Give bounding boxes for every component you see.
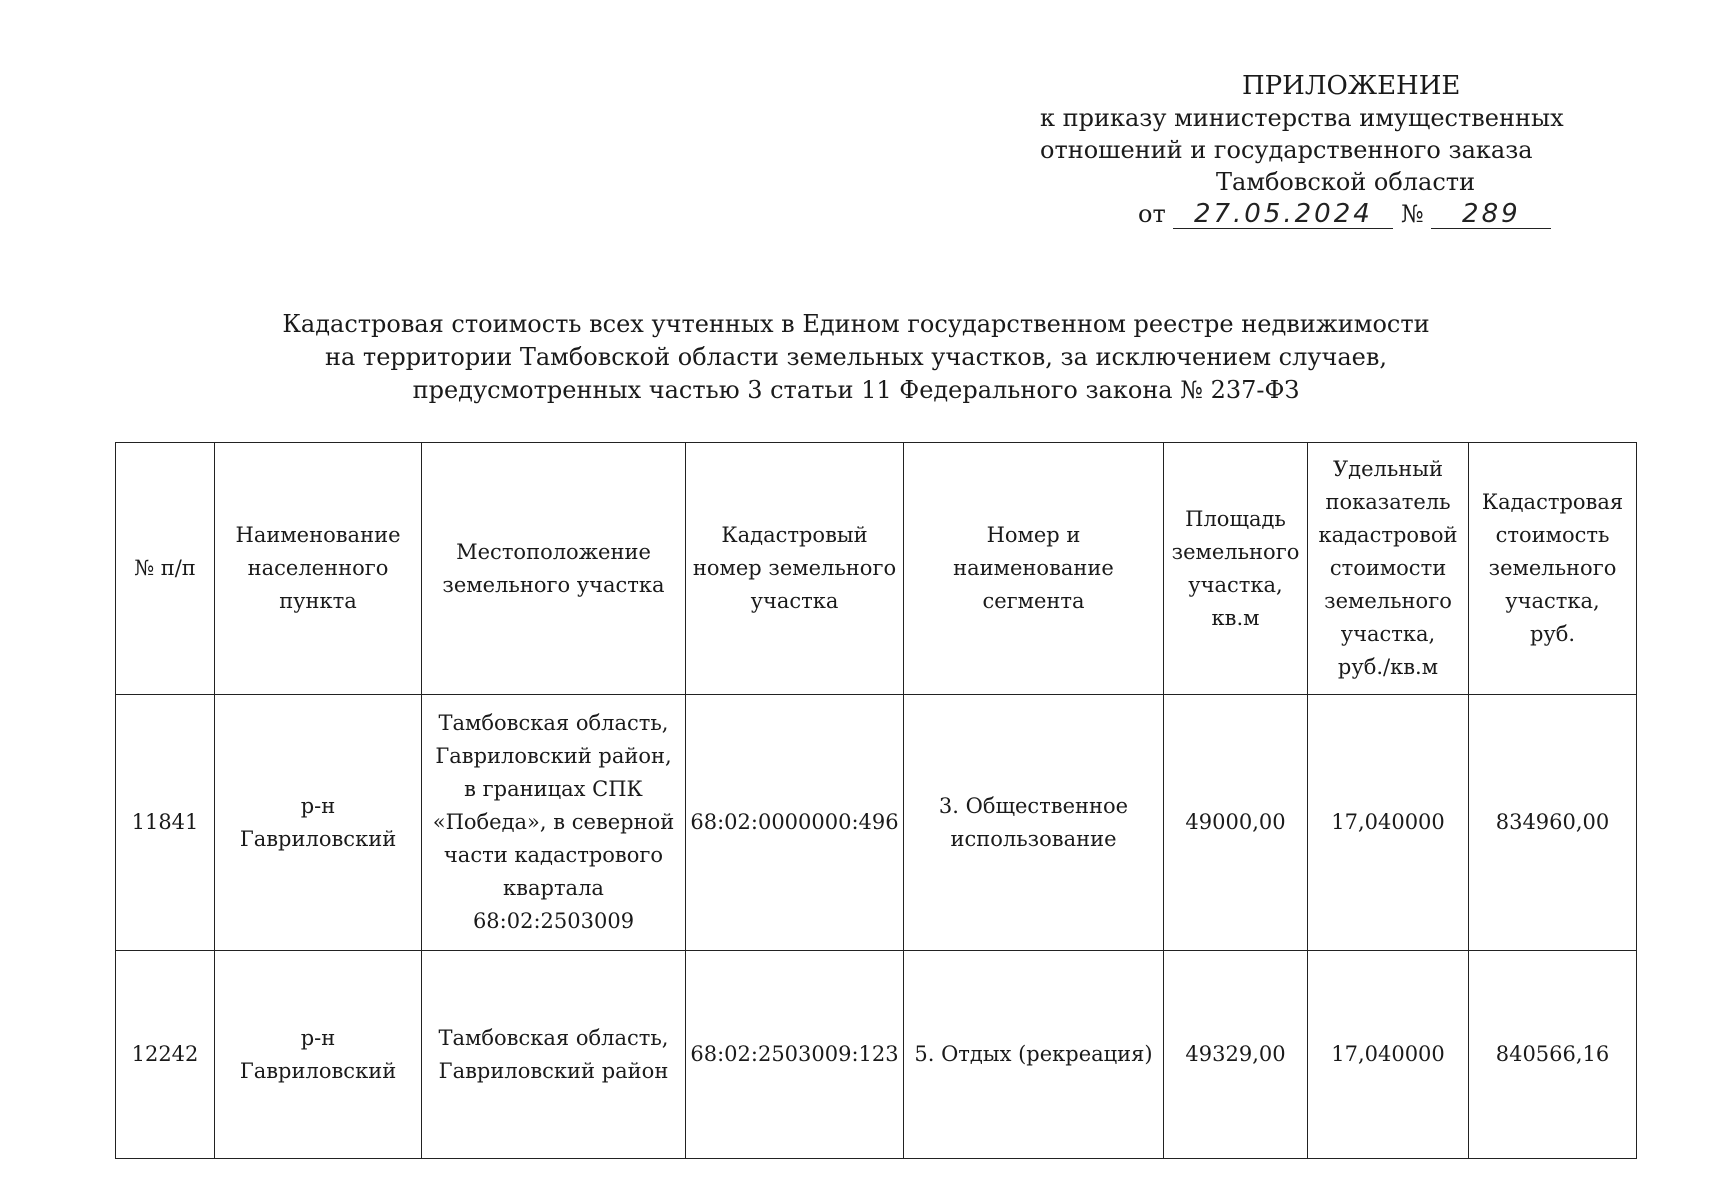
- header-cell: [215, 443, 422, 695]
- cell-line: квартала: [503, 876, 604, 900]
- cell-line: населенного: [247, 556, 389, 580]
- order-date-value: 27.05.2024: [1193, 199, 1373, 229]
- cell-line: 5. Отдых (рекреация): [914, 1042, 1153, 1066]
- table-header-row: [116, 443, 1637, 695]
- header-cell: [422, 443, 686, 695]
- appendix-line-2: отношений и государственного заказа: [1040, 136, 1533, 164]
- cell-line: 840566,16: [1495, 1042, 1610, 1066]
- cell-line: Тамбовская область,: [438, 1025, 669, 1050]
- cell-line: Кадастровая: [1481, 490, 1624, 514]
- table-cell: [215, 951, 422, 1159]
- table-cell: [1164, 951, 1308, 1159]
- document-title-line-1: Кадастровая стоимость всех учтенных в Едином государственном реестре недвижимости: [282, 310, 1430, 338]
- cell-line: 49000,00: [1185, 810, 1286, 834]
- appendix-line-1: к приказу министерства имущественных: [1040, 104, 1564, 132]
- table-cell: [422, 951, 686, 1159]
- cell-line: земельного: [1171, 539, 1300, 564]
- cell-line: использование: [950, 826, 1117, 851]
- cell-line: Местоположение: [456, 539, 651, 564]
- table-cell: [1164, 695, 1308, 951]
- order-number-field: [1431, 200, 1551, 229]
- cell-line: пункта: [279, 589, 357, 613]
- cell-line: 17,040000: [1331, 1042, 1445, 1066]
- cell-line: участка,: [1340, 622, 1436, 646]
- order-number-value: 289: [1462, 199, 1521, 229]
- cell-line: р-н: [300, 793, 336, 818]
- date-prefix: от: [1138, 200, 1166, 228]
- cell-line: руб./кв.м: [1337, 655, 1439, 679]
- table-cell: [1469, 695, 1637, 951]
- cell-line: кадастровой: [1318, 523, 1458, 547]
- appendix-block: [1040, 70, 1600, 230]
- cell-line: 68:02:2503009:123: [690, 1042, 899, 1066]
- cell-line: 17,040000: [1331, 810, 1445, 834]
- table-row: [116, 695, 1637, 951]
- cell-line: наименование: [953, 556, 1114, 580]
- cell-line: руб.: [1529, 622, 1576, 646]
- table-cell: [422, 695, 686, 951]
- cell-line: земельного: [1488, 556, 1617, 580]
- cell-line: стоимость: [1495, 523, 1610, 547]
- appendix-line-3: Тамбовской области: [1216, 168, 1476, 196]
- cell-line: 3. Общественное: [938, 793, 1129, 818]
- cell-line: кв.м: [1211, 605, 1260, 630]
- header-cell: [686, 443, 904, 695]
- table-cell: [686, 695, 904, 951]
- header-cell: [1308, 443, 1469, 695]
- table-cell: [1469, 951, 1637, 1159]
- cell-line: Площадь: [1185, 506, 1286, 531]
- table-cell: [1308, 695, 1469, 951]
- cell-line: земельного участка: [442, 572, 665, 597]
- cell-line: земельного: [1324, 589, 1452, 613]
- cell-line: номер земельного: [692, 556, 897, 580]
- table-cell: [904, 695, 1164, 951]
- cell-line: Гавриловский: [239, 1058, 397, 1083]
- header-cell: [116, 443, 215, 695]
- cell-line: 834960,00: [1495, 810, 1610, 834]
- appendix-title: ПРИЛОЖЕНИЕ: [1242, 71, 1461, 101]
- cell-line: 11841: [131, 810, 199, 834]
- table-cell: [686, 951, 904, 1159]
- cell-line: Гавриловский район: [438, 1058, 669, 1083]
- cell-line: Наименование: [235, 523, 401, 547]
- cell-line: участка: [750, 589, 839, 613]
- cell-line: участка,: [1188, 572, 1283, 597]
- cell-line: Гавриловский: [239, 826, 397, 851]
- table-cell: [904, 951, 1164, 1159]
- cell-line: 49329,00: [1185, 1042, 1286, 1066]
- cell-line: 68:02:0000000:496: [690, 810, 899, 834]
- cell-line: части кадастрового: [443, 843, 664, 867]
- cell-line: Гавриловский район,: [435, 744, 672, 768]
- cell-line: Кадастровый: [721, 523, 868, 547]
- document-title-line-3: предусмотренных частью 3 статьи 11 Федерального закона № 237-ФЗ: [412, 376, 1300, 404]
- table-cell: [116, 695, 215, 951]
- order-date-field: [1173, 200, 1393, 229]
- number-prefix: №: [1401, 200, 1424, 228]
- cell-line: 68:02:2503009: [472, 909, 635, 933]
- document-title-line-2: на территории Тамбовской области земельных участков, за исключением случаев,: [324, 343, 1388, 371]
- cell-line: стоимости: [1329, 556, 1447, 580]
- table-row: [116, 951, 1637, 1159]
- cell-line: «Победа», в северной: [432, 810, 675, 834]
- document-title: [200, 308, 1512, 407]
- header-cell: [904, 443, 1164, 695]
- cell-line: показатель: [1325, 490, 1451, 514]
- header-cell: [1469, 443, 1637, 695]
- cell-line: участка,: [1505, 589, 1600, 613]
- cell-line: в границах СПК: [464, 777, 643, 801]
- cell-line: Удельный: [1332, 457, 1443, 481]
- header-cell: [1164, 443, 1308, 695]
- table-cell: [116, 951, 215, 1159]
- cell-line: Тамбовская область,: [438, 711, 669, 735]
- cell-line: сегмента: [982, 589, 1085, 613]
- cell-line: р-н: [300, 1025, 336, 1050]
- table-cell: [215, 695, 422, 951]
- cell-line: Номер и: [986, 523, 1081, 547]
- cadastral-table: [115, 442, 1637, 1159]
- cell-line: № п/п: [134, 556, 196, 580]
- cell-line: 12242: [131, 1042, 199, 1066]
- order-date-row: [1138, 198, 1600, 230]
- table-cell: [1308, 951, 1469, 1159]
